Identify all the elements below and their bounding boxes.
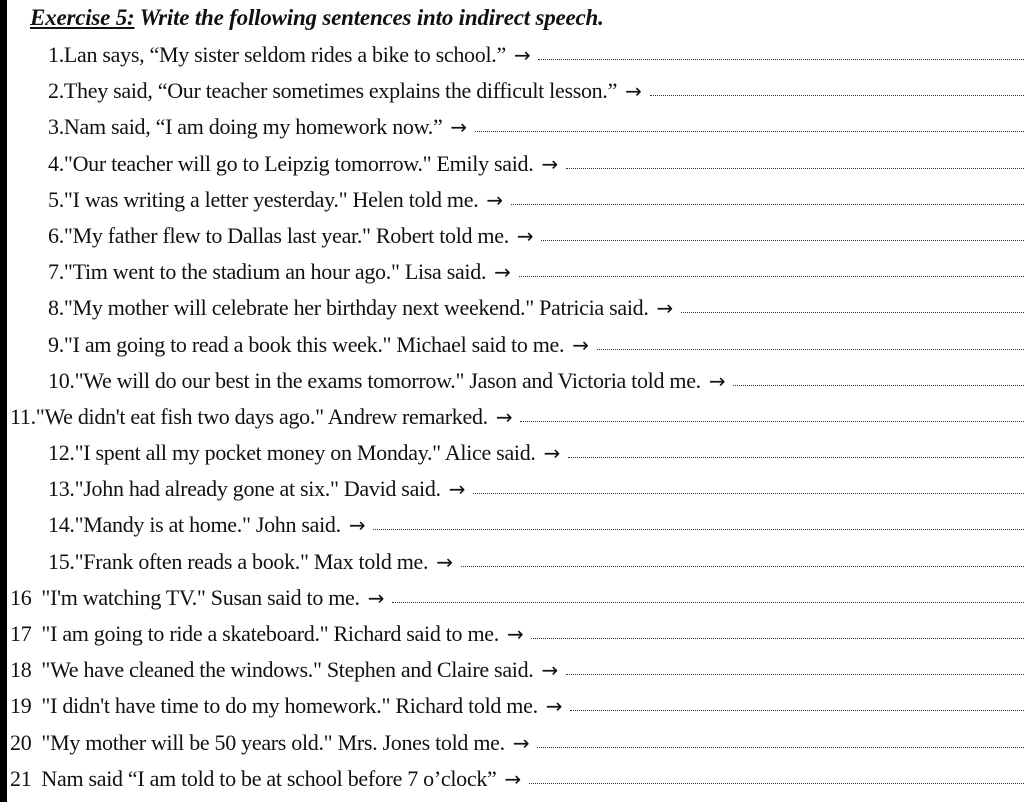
arrow-icon: → [348,513,366,538]
exercise-instruction: Write the following sentences into indirect speech. [139,5,604,30]
item-text: "My mother will be 50 years old." Mrs. Jones told me. [41,729,505,755]
arrow-icon: → [486,187,503,212]
sentence-item [0,290,1024,326]
sentence-item [0,544,1024,580]
item-text: They said, “Our teacher sometimes explains the difficult lesson.” [63,78,618,104]
answer-blank[interactable] [520,401,1024,422]
exercise-title [30,3,604,33]
item-text: "Mandy is at home." John said. [74,512,341,538]
answer-blank[interactable] [568,437,1024,458]
sentence-item [0,146,1024,182]
arrow-icon: → [367,585,385,610]
answer-blank[interactable] [373,509,1024,530]
item-text: "My mother will celebrate her birthday next weekend." Patricia said. [63,295,649,321]
item-text: "I was writing a letter yesterday." Helen told me. [63,186,479,212]
item-number: 1. [48,42,64,67]
answer-blank[interactable] [538,39,1024,60]
item-text: "I am going to read a book this week." Michael said to me. [63,331,565,357]
sentence-item [0,399,1024,435]
item-text: "Frank often reads a book." Max told me. [74,548,429,574]
answer-blank[interactable] [461,546,1024,567]
arrow-icon: → [512,730,530,755]
arrow-icon: → [625,79,642,104]
sentence-item [0,73,1024,109]
answer-blank[interactable] [597,329,1024,350]
sentence-item [0,580,1024,616]
arrow-icon: → [708,368,726,393]
answer-blank[interactable] [570,690,1024,711]
sentence-item [0,616,1024,652]
item-text: "I'm watching TV." Susan said to me. [41,584,360,610]
item-number: 17 [10,621,32,646]
item-number: 8. [48,295,64,321]
sentence-item [0,471,1024,507]
arrow-icon: → [450,115,467,140]
answer-blank[interactable] [529,763,1024,784]
item-number: 11. [10,403,36,429]
answer-blank[interactable] [566,148,1024,169]
sentence-item [0,182,1024,218]
answer-blank[interactable] [650,75,1024,96]
arrow-icon: → [541,658,558,683]
arrow-icon: → [656,296,674,321]
item-number: 18 [10,657,32,683]
item-number: 10. [48,367,75,393]
arrow-icon: → [541,151,558,176]
item-number: 16 [10,584,32,610]
arrow-icon: → [436,549,453,574]
item-text: "I spent all my pocket money on Monday." Alice said. [74,440,536,466]
sentence-item [0,507,1024,543]
item-number: 4. [48,150,64,176]
item-text: "I am going to ride a skateboard." Richard said to me. [41,621,499,646]
arrow-icon: → [516,223,534,248]
arrow-icon: → [448,477,466,502]
sentence-item [0,435,1024,471]
item-text: "Tim went to the stadium an hour ago." Lisa said. [63,259,487,285]
answer-blank[interactable] [475,111,1024,132]
answer-blank[interactable] [392,582,1024,603]
arrow-icon: → [513,43,531,67]
answer-blank[interactable] [681,292,1024,313]
arrow-icon: → [506,622,524,646]
item-number: 12. [48,440,75,466]
arrow-icon: → [543,441,561,466]
answer-blank[interactable] [531,618,1024,639]
item-text: "We will do our best in the exams tomorrow." Jason and Victoria told me. [74,367,701,393]
arrow-icon: → [545,694,563,719]
item-text: Lan says, “My sister seldom rides a bike to school.” [63,42,506,67]
exercise-label: Exercise 5: [30,5,135,30]
item-number: 7. [48,259,64,285]
item-text: "Our teacher will go to Leipzig tomorrow." Emily said. [63,150,534,176]
item-number: 19 [10,693,32,719]
item-text: "I didn't have time to do my homework." Richard told me. [41,693,538,719]
sentence-item [0,109,1024,145]
sentence-item [0,37,1024,73]
arrow-icon: → [495,404,513,429]
item-text: Nam said, “I am doing my homework now.” [63,114,443,140]
answer-blank[interactable] [537,727,1024,748]
item-text: "We didn't eat fish two days ago." Andrew remarked. [35,403,488,429]
sentence-item [0,254,1024,290]
item-text: "We have cleaned the windows." Stephen and Claire said. [41,657,534,683]
answer-blank[interactable] [511,184,1024,205]
item-number: 9. [48,331,64,357]
answer-blank[interactable] [519,256,1024,277]
answer-blank[interactable] [733,365,1024,386]
sentence-item [0,761,1024,797]
answer-blank[interactable] [541,220,1024,241]
sentence-item [0,652,1024,688]
item-number: 5. [48,186,64,212]
item-text: "My father flew to Dallas last year." Robert told me. [63,222,509,248]
sentence-item [0,327,1024,363]
item-number: 14. [48,512,75,538]
sentence-item [0,218,1024,254]
answer-blank[interactable] [473,473,1024,494]
answer-blank[interactable] [566,654,1024,675]
item-text: "John had already gone at six." David said. [74,476,441,502]
arrow-icon: → [504,766,521,791]
item-number: 2. [48,78,64,104]
item-number: 6. [48,222,64,248]
sentence-list [0,37,1024,797]
sentence-item [0,688,1024,724]
arrow-icon: → [572,332,589,357]
item-text: Nam said “I am told to be at school before 7 o’clock” [41,765,497,791]
item-number: 3. [48,114,64,140]
arrow-icon: → [494,260,511,285]
sentence-item [0,725,1024,761]
item-number: 20 [10,729,32,755]
item-number: 13. [48,476,75,502]
item-number: 21 [10,765,32,791]
sentence-item [0,363,1024,399]
item-number: 15. [48,548,75,574]
